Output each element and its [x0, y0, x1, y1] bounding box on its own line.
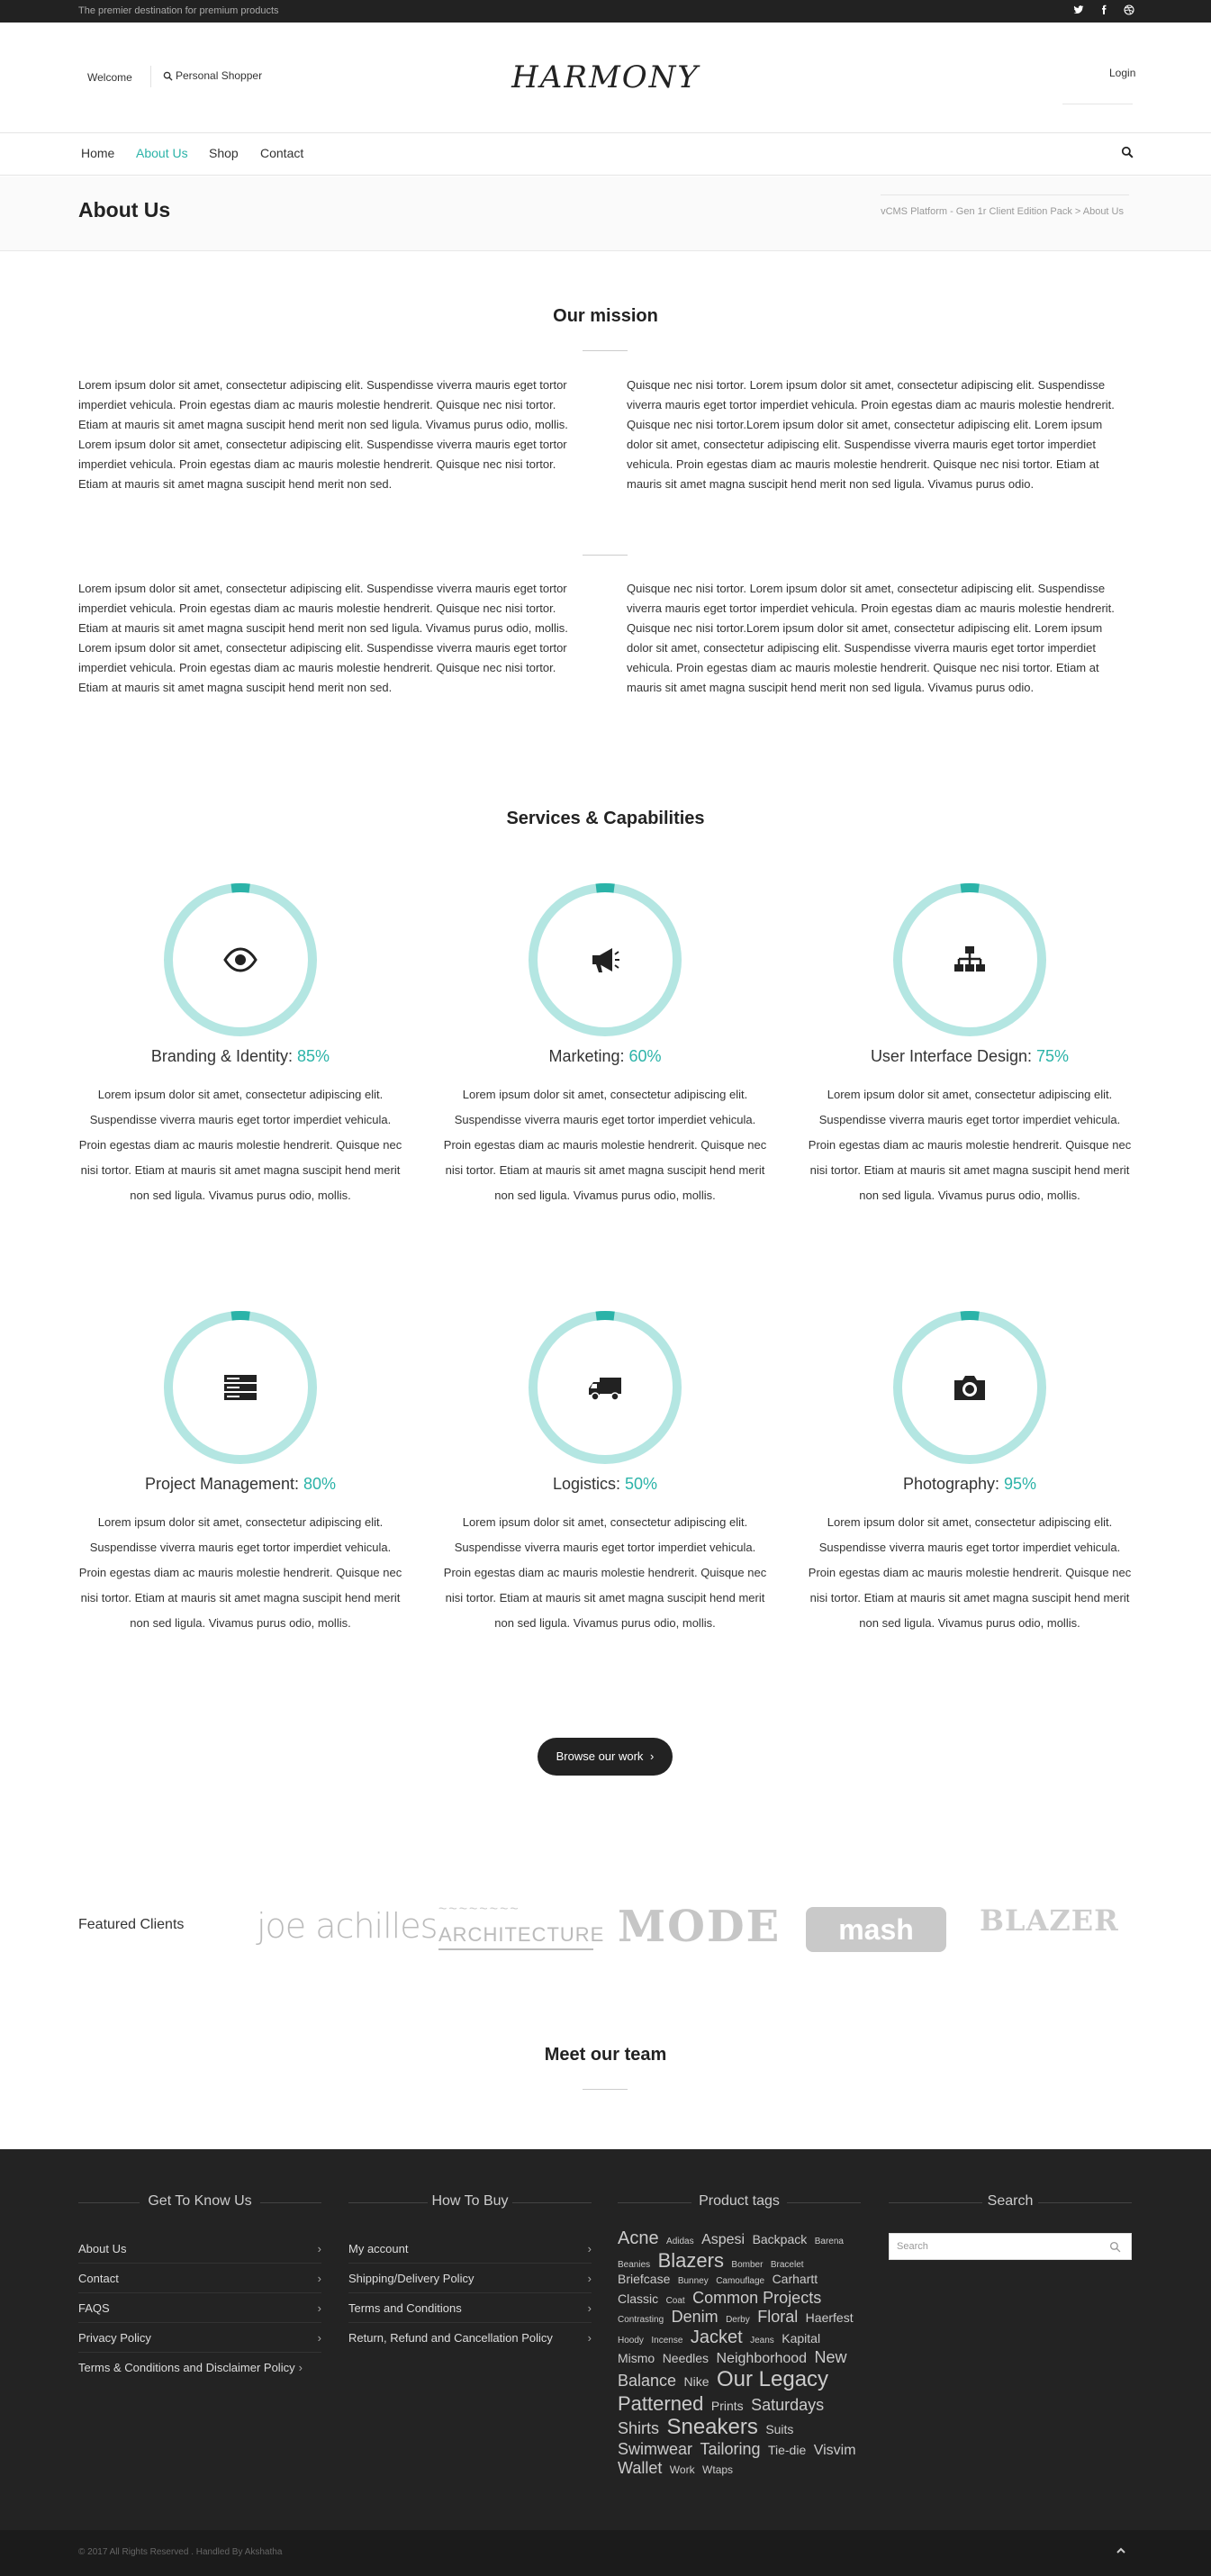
service-name: User Interface Design:: [870, 1047, 1037, 1065]
product-tag[interactable]: Work: [669, 2463, 695, 2476]
service-description: Lorem ipsum dolor sit amet, consectetur adipiscing elit. Suspendisse viverra mauris eget tortor imperdiet vehicula. Proin egestas diam ac mauris molestie hendrerit. Quisque nec nisi tortor. Etiam at mauris sit amet magna suscipit hend merit non sed ligula. Vivamus purus odio, mollis.: [78, 1515, 402, 1630]
copyright: © 2017 All Rights Reserved . Handled By Akshatha: [78, 2547, 283, 2557]
footer-title-line: [787, 2202, 861, 2203]
product-tag[interactable]: Blazers: [657, 2249, 724, 2272]
nav-search-icon[interactable]: [1121, 146, 1135, 160]
chevron-right-icon: ›: [587, 2331, 592, 2345]
chevron-right-icon: ›: [317, 2242, 321, 2255]
footer-col-title: [618, 2193, 861, 2210]
service-description: Lorem ipsum dolor sit amet, consectetur adipiscing elit. Suspendisse viverra mauris eget tortor imperdiet vehicula. Proin egestas diam ac mauris molestie hendrerit. Quisque nec nisi tortor. Etiam at mauris sit amet magna suscipit hend merit non sed ligula. Vivamus purus odio, mollis.: [808, 1088, 1132, 1202]
login-link[interactable]: Login: [1109, 67, 1136, 79]
footer-title-line: [512, 2202, 592, 2203]
service-title: [78, 1475, 402, 1494]
product-tag[interactable]: Aspesi: [701, 2232, 746, 2247]
product-tag[interactable]: Bracelet: [770, 2260, 804, 2270]
footer-title-line: [1038, 2202, 1132, 2203]
product-tag[interactable]: Patterned: [618, 2391, 704, 2415]
team-title: Meet our team: [544, 2045, 667, 2065]
nav-shop[interactable]: Shop: [209, 146, 239, 160]
product-tag[interactable]: Jeans: [750, 2335, 774, 2346]
footer-title-line: [618, 2202, 691, 2203]
bottom-bar: [0, 2530, 1211, 2576]
team-title-underline: [583, 2089, 628, 2090]
footer-col-title-text: Search: [987, 2193, 1034, 2209]
featured-clients-label: Featured Clients: [78, 1917, 185, 1932]
footer-link-label: Terms & Conditions and Disclaimer Policy: [78, 2361, 295, 2374]
mission-paragraph: Quisque nec nisi tortor. Lorem ipsum dolor sit amet, consectetur adipiscing elit. Suspendisse viverra mauris eget tortor imperdiet vehicula. Proin egestas diam ac mauris molestie hendrerit. Quisque nec nisi tortor.Lorem ipsum dolor sit amet, consectetur adipiscing elit. Lorem ipsum dolor sit amet, consectetur adipiscing elit. Suspendisse viverra mauris eget tortor imperdiet vehicula. Proin egestas diam ac mauris molestie hendrerit. Quisque nec nisi tortor. Etiam at mauris sit amet magna suscipit hend merit non sed ligula. Vivamus purus odio.: [627, 378, 1115, 491]
product-tag[interactable]: Camouflage: [716, 2276, 765, 2287]
product-tag[interactable]: Classic: [618, 2291, 659, 2306]
nav-home[interactable]: Home: [81, 146, 115, 160]
footer-link[interactable]: [78, 2272, 321, 2293]
mission-paragraph: Lorem ipsum dolor sit amet, consectetur adipiscing elit. Suspendisse viverra mauris eget tortor imperdiet vehicula. Proin egestas diam ac mauris molestie hendrerit. Quisque nec nisi tortor. Etiam at mauris sit amet magna suscipit hend merit non sed ligula. Vivamus purus odio, mollis. Lorem ipsum dolor sit amet, consectetur adipiscing elit. Suspendisse viverra mauris eget tortor imperdiet vehicula. Proin egestas diam ac mauris molestie hendrerit. Quisque nec nisi tortor. Etiam at mauris sit amet magna suscipit hend merit non sed.: [78, 582, 568, 694]
client-logo-mode[interactable]: MODE: [618, 1902, 782, 1952]
footer-title-line: [348, 2202, 428, 2203]
footer-col-title-text: Get To Know Us: [148, 2193, 252, 2209]
main-nav: [0, 133, 1211, 176]
product-tag[interactable]: Wtaps: [702, 2463, 734, 2476]
footer-search-placeholder: Search: [897, 2241, 928, 2252]
footer-link-label: Terms and Conditions: [348, 2301, 462, 2315]
footer-title-line: [889, 2202, 982, 2203]
back-to-top-icon[interactable]: [1116, 2545, 1125, 2558]
service-percent: 75%: [1036, 1047, 1070, 1065]
mission-paragraph: Lorem ipsum dolor sit amet, consectetur adipiscing elit. Suspendisse viverra mauris eget tortor imperdiet vehicula. Proin egestas diam ac mauris molestie hendrerit. Quisque nec nisi tortor. Etiam at mauris sit amet magna suscipit hend merit non sed ligula. Vivamus purus odio, mollis. Lorem ipsum dolor sit amet, consectetur adipiscing elit. Suspendisse viverra mauris eget tortor imperdiet vehicula. Proin egestas diam ac mauris molestie hendrerit. Quisque nec nisi tortor. Etiam at mauris sit amet magna suscipit hend merit non sed.: [78, 378, 568, 491]
service-percent: 95%: [1004, 1475, 1037, 1493]
service-percent: 60%: [628, 1047, 662, 1065]
header: [0, 23, 1211, 133]
product-tag[interactable]: Coat: [665, 2295, 685, 2306]
footer-link[interactable]: [78, 2242, 321, 2264]
product-tag[interactable]: Kapital: [782, 2330, 821, 2346]
mission-divider: [583, 555, 628, 556]
nav-about-us[interactable]: About Us: [136, 146, 188, 160]
mission-title-underline: [583, 350, 628, 351]
service-description: Lorem ipsum dolor sit amet, consectetur adipiscing elit. Suspendisse viverra mauris eget tortor imperdiet vehicula. Proin egestas diam ac mauris molestie hendrerit. Quisque nec nisi tortor. Etiam at mauris sit amet magna suscipit hend merit non sed ligula. Vivamus purus odio, mollis.: [808, 1515, 1132, 1630]
footer-link-label: Contact: [78, 2272, 119, 2285]
browse-our-work-label: Browse our work: [556, 1749, 644, 1763]
service-percent: 85%: [297, 1047, 330, 1065]
site-logo[interactable]: HARMONY: [511, 59, 700, 95]
chevron-right-icon: ›: [650, 1749, 655, 1763]
chevron-right-icon: ›: [587, 2301, 592, 2315]
client-logo-architecture-top-text: ~~~~~~~~: [438, 1902, 520, 1917]
product-tag[interactable]: Neighborhood: [716, 2350, 808, 2366]
service-name: Project Management:: [144, 1475, 304, 1493]
footer-link-label: My account: [348, 2242, 409, 2255]
footer-link[interactable]: [348, 2272, 592, 2293]
product-tag[interactable]: Prints: [710, 2398, 744, 2413]
product-tag[interactable]: Visvim: [813, 2442, 856, 2458]
service-name: Logistics:: [552, 1475, 625, 1493]
product-tag[interactable]: Briefcase: [618, 2272, 671, 2287]
product-tag-cloud: [618, 2228, 861, 2478]
footer-link[interactable]: [78, 2361, 321, 2382]
page-title: About Us: [78, 198, 171, 221]
server-icon: [222, 1369, 258, 1406]
product-tag[interactable]: Beanies: [618, 2260, 651, 2270]
service-name: Marketing:: [548, 1047, 629, 1065]
product-tag[interactable]: Adidas: [666, 2237, 694, 2246]
mission-title: Our mission: [553, 306, 658, 326]
footer-link-label: About Us: [78, 2242, 127, 2255]
chevron-right-icon: ›: [317, 2272, 321, 2285]
footer-title-line: [78, 2202, 140, 2203]
footer-link-label: Return, Refund and Cancellation Policy: [348, 2331, 553, 2345]
footer-search-input[interactable]: [889, 2233, 1132, 2260]
product-tag[interactable]: Tie-die: [767, 2442, 807, 2457]
service-percent: 50%: [625, 1475, 658, 1493]
product-tag[interactable]: New Balance: [618, 2347, 847, 2390]
product-tag[interactable]: Incense: [651, 2335, 683, 2346]
breadcrumb-divider: [881, 194, 1129, 195]
services-title: Services & Capabilities: [506, 809, 705, 828]
client-logo-architecture-text: ARCHITECTURE: [438, 1923, 605, 1946]
client-logo-joe-achilles[interactable]: joe achilles: [257, 1906, 438, 1946]
mission-paragraph: Quisque nec nisi tortor. Lorem ipsum dolor sit amet, consectetur adipiscing elit. Suspendisse viverra mauris eget tortor imperdiet vehicula. Proin egestas diam ac mauris molestie hendrerit. Quisque nec nisi tortor.Lorem ipsum dolor sit amet, consectetur adipiscing elit. Lorem ipsum dolor sit amet, consectetur adipiscing elit. Suspendisse viverra mauris eget tortor imperdiet vehicula. Proin egestas diam ac mauris molestie hendrerit. Quisque nec nisi tortor. Etiam at mauris sit amet magna suscipit hend merit non sed ligula. Vivamus purus odio.: [627, 582, 1115, 694]
service-title: [808, 1475, 1132, 1494]
sitemap-icon: [952, 942, 988, 978]
product-tag[interactable]: Saturdays: [751, 2395, 825, 2414]
chevron-right-icon: ›: [298, 2361, 303, 2374]
product-tag[interactable]: Bunney: [677, 2276, 709, 2287]
service-title: [808, 1047, 1132, 1066]
footer-link-label: Privacy Policy: [78, 2331, 151, 2345]
breadcrumb[interactable]: vCMS Platform - Gen 1r Client Edition Pack > About Us: [881, 206, 1124, 217]
eye-icon: [222, 942, 258, 978]
footer-link-label: FAQS: [78, 2301, 110, 2315]
service-title: [443, 1475, 767, 1494]
twitter-icon[interactable]: [1072, 5, 1085, 17]
service-title: [443, 1047, 767, 1066]
product-tag[interactable]: Shirts: [618, 2418, 660, 2437]
chevron-right-icon: ›: [317, 2331, 321, 2345]
product-tag[interactable]: Suits: [765, 2421, 794, 2436]
product-tag[interactable]: Mismo: [618, 2350, 655, 2365]
personal-shopper-label: Personal Shopper: [176, 69, 263, 82]
product-tag[interactable]: Wallet: [618, 2458, 663, 2477]
product-tag[interactable]: Derby: [726, 2315, 750, 2326]
product-tag[interactable]: Floral: [757, 2308, 799, 2327]
megaphone-icon: [587, 942, 623, 978]
product-tag[interactable]: Our Legacy: [716, 2366, 829, 2391]
footer-link[interactable]: [348, 2242, 592, 2264]
page-title-bar: [0, 176, 1211, 251]
welcome-text: Welcome: [87, 71, 132, 84]
product-tag[interactable]: Jacket: [690, 2327, 743, 2347]
footer-link[interactable]: [348, 2301, 592, 2323]
product-tag[interactable]: Haerfest: [805, 2310, 854, 2326]
product-tag[interactable]: Carhartt: [772, 2272, 818, 2287]
footer-link[interactable]: [78, 2331, 321, 2353]
product-tag[interactable]: Hoody: [618, 2335, 644, 2346]
footer-title-line: [260, 2202, 321, 2203]
product-tag[interactable]: Common Projects: [692, 2288, 822, 2307]
product-tag[interactable]: Sneakers: [666, 2414, 758, 2439]
service-name: Branding & Identity:: [150, 1047, 298, 1065]
footer-col-title: [78, 2193, 321, 2210]
camera-icon: [952, 1369, 988, 1406]
footer-col-title-text: How To Buy: [431, 2193, 509, 2209]
browse-our-work-button[interactable]: [538, 1738, 673, 1776]
facebook-icon[interactable]: [1098, 5, 1110, 17]
product-tag[interactable]: Swimwear: [618, 2439, 693, 2458]
client-logo-mash[interactable]: mash: [806, 1907, 946, 1952]
product-tag[interactable]: Nike: [683, 2373, 709, 2389]
footer-col-title: [348, 2193, 592, 2210]
product-tag[interactable]: Needles: [662, 2350, 709, 2365]
service-title: [78, 1047, 402, 1066]
search-icon[interactable]: [1109, 2241, 1122, 2254]
dribbble-icon[interactable]: [1123, 5, 1135, 17]
tagline: The premier destination for premium products: [78, 5, 279, 16]
service-description: Lorem ipsum dolor sit amet, consectetur adipiscing elit. Suspendisse viverra mauris eget tortor imperdiet vehicula. Proin egestas diam ac mauris molestie hendrerit. Quisque nec nisi tortor. Etiam at mauris sit amet magna suscipit hend merit non sed ligula. Vivamus purus odio, mollis.: [443, 1515, 767, 1630]
product-tag[interactable]: Tailoring: [700, 2439, 761, 2458]
product-tag[interactable]: Barena: [814, 2237, 844, 2246]
top-bar: [0, 0, 1211, 23]
product-tag[interactable]: Backpack: [752, 2232, 808, 2246]
product-tag[interactable]: Acne: [618, 2228, 659, 2248]
service-description: Lorem ipsum dolor sit amet, consectetur adipiscing elit. Suspendisse viverra mauris eget tortor imperdiet vehicula. Proin egestas diam ac mauris molestie hendrerit. Quisque nec nisi tortor. Etiam at mauris sit amet magna suscipit hend merit non sed ligula. Vivamus purus odio, mollis.: [443, 1088, 767, 1202]
footer-link[interactable]: [348, 2331, 592, 2352]
client-logo-architecture[interactable]: [438, 1902, 605, 1950]
product-tag[interactable]: Contrasting: [618, 2315, 664, 2326]
product-tag[interactable]: Denim: [671, 2308, 718, 2327]
client-logo-blazer[interactable]: BLAZER: [980, 1903, 1119, 1938]
footer-link-label: Shipping/Delivery Policy: [348, 2272, 474, 2285]
product-tag[interactable]: Bomber: [731, 2260, 764, 2270]
footer-col-title-text: Product tags: [699, 2193, 780, 2209]
service-description: Lorem ipsum dolor sit amet, consectetur adipiscing elit. Suspendisse viverra mauris eget tortor imperdiet vehicula. Proin egestas diam ac mauris molestie hendrerit. Quisque nec nisi tortor. Etiam at mauris sit amet magna suscipit hend merit non sed ligula. Vivamus purus odio, mollis.: [78, 1088, 402, 1202]
chevron-right-icon: ›: [317, 2301, 321, 2315]
nav-contact[interactable]: Contact: [260, 146, 304, 160]
service-percent: 80%: [303, 1475, 337, 1493]
service-name: Photography:: [902, 1475, 1005, 1493]
footer-col-title: [889, 2193, 1132, 2210]
chevron-right-icon: ›: [587, 2272, 592, 2285]
truck-icon: [587, 1369, 623, 1406]
chevron-right-icon: ›: [587, 2242, 592, 2255]
footer-link[interactable]: [78, 2301, 321, 2323]
